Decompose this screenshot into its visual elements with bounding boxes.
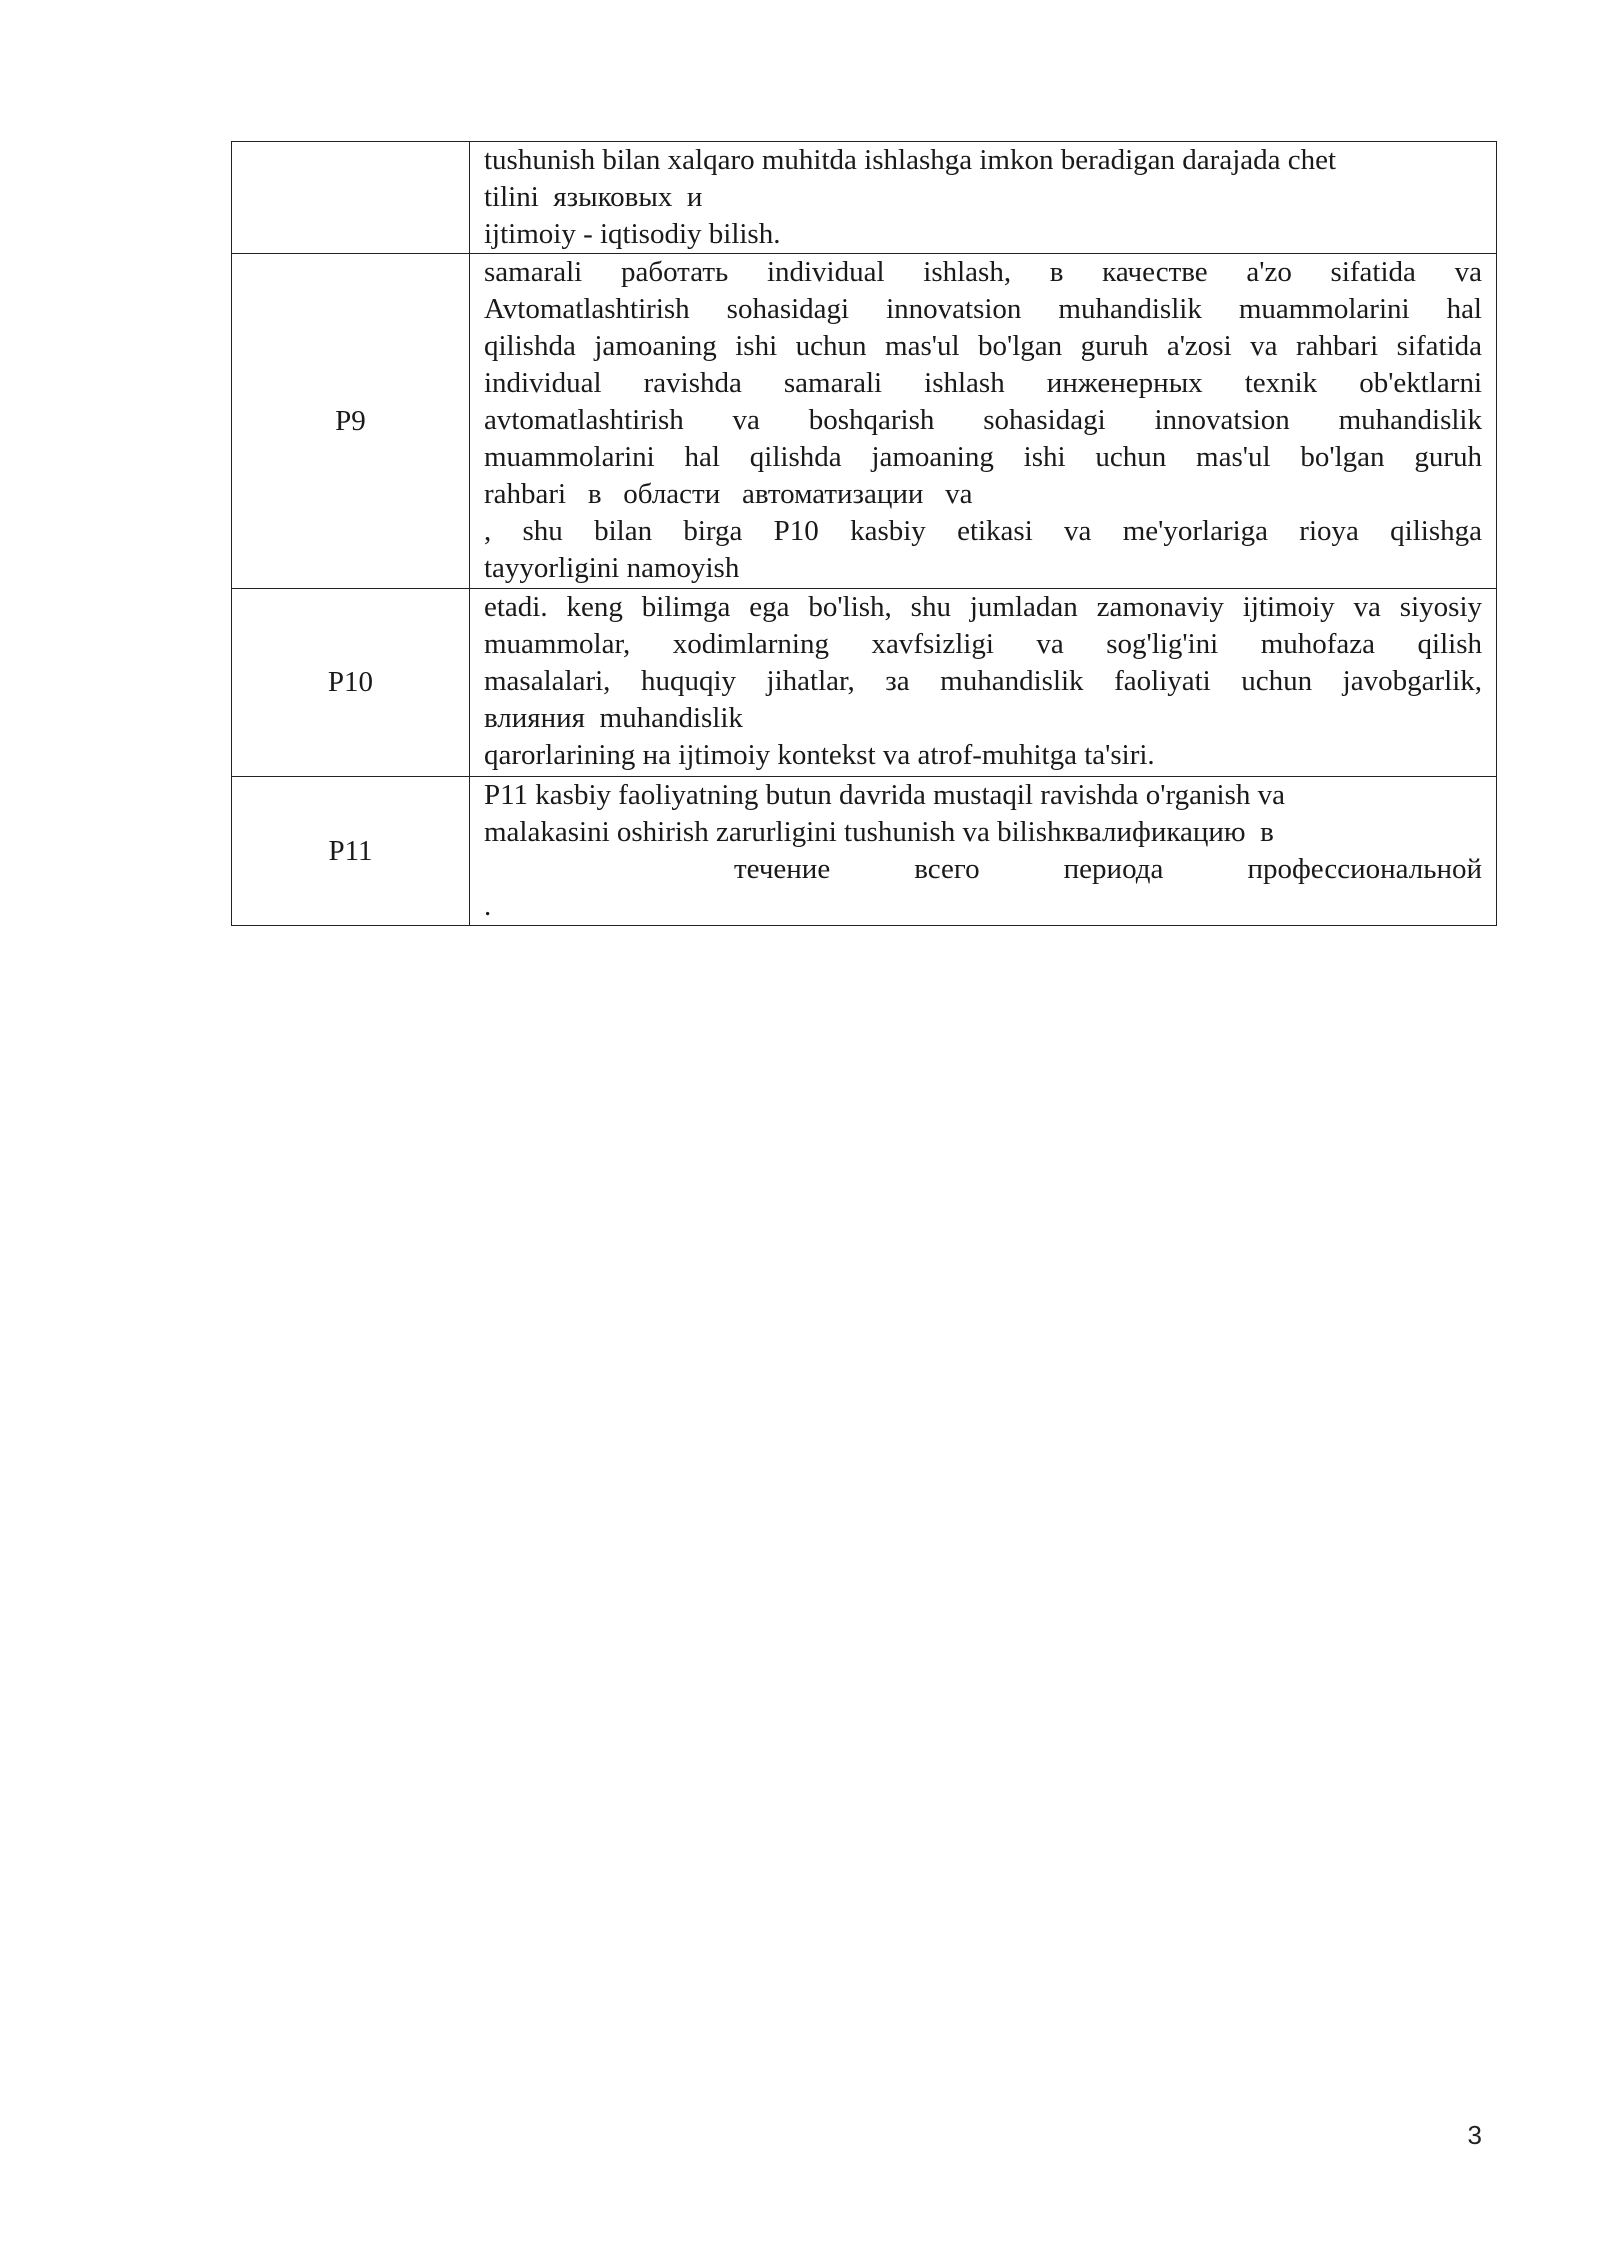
description-line: individual ravishda samarali ishlash инженерных texnik ob'ektlarni: [484, 367, 1482, 399]
description-line: etadi. keng bilimga ega bo'lish, shu jumladan zamonaviy ijtimoiy va siyosiy: [484, 591, 1482, 623]
description-line: ijtimoiy - iqtisodiy bilish.: [484, 218, 781, 250]
description-line: tushunish bilan xalqaro muhitda ishlashga imkon beradigan darajada chet: [484, 144, 1337, 176]
outcome-code-cell: P11: [232, 777, 470, 926]
description-line: rahbari в области автоматизации va: [484, 478, 973, 510]
description-line: tayyorligini namoyish: [484, 552, 740, 584]
outcome-description-cell: [470, 777, 1497, 926]
outcome-code-cell: P10: [232, 589, 470, 777]
description-line: влияния muhandislik: [484, 702, 743, 734]
description-line: avtomatlashtirish va boshqarish sohasidagi innovatsion muhandislik: [484, 404, 1482, 436]
description-line: qarorlarining на ijtimoiy kontekst va atrof-muhitga ta'siri.: [484, 739, 1155, 771]
table-row: [232, 589, 1497, 777]
description-line: masalalari, huquqiy jihatlar, за muhandislik faoliyati uchun javobgarlik,: [484, 665, 1482, 697]
description-line: Avtomatlashtirish sohasidagi innovatsion muhandislik muammolarini hal: [484, 293, 1482, 325]
description-line: tilini языковых и: [484, 181, 703, 213]
table-row: [232, 777, 1497, 926]
description-line: .: [484, 890, 492, 922]
description-line: течение всего периода профессиональной: [734, 853, 1482, 885]
page-number: 3: [1467, 2120, 1482, 2150]
description-line: P11 kasbiy faoliyatning butun davrida mustaqil ravishda o'rganish va: [484, 779, 1285, 811]
description-line: , shu bilan birga P10 kasbiy etikasi va me'yorlariga rioya qilishga: [484, 515, 1482, 547]
outcome-code-cell: P9: [232, 254, 470, 589]
outcome-description-cell: [470, 142, 1497, 254]
outcome-code-cell: [232, 142, 470, 254]
description-line: muammolarini hal qilishda jamoaning ishi uchun mas'ul bo'lgan guruh: [484, 441, 1482, 473]
description-line: samarali работать individual ishlash, в качестве a'zo sifatida va: [484, 256, 1482, 288]
description-line: muammolar, xodimlarning xavfsizligi va sog'lig'ini muhofaza qilish: [484, 628, 1482, 660]
outcome-description-cell: [470, 589, 1497, 777]
learning-outcomes-table: [231, 141, 1497, 926]
description-line: qilishda jamoaning ishi uchun mas'ul bo'lgan guruh a'zosi va rahbari sifatida: [484, 330, 1482, 362]
description-line: malakasini oshirish zarurligini tushunish va bilishквалификацию в: [484, 816, 1274, 848]
table-row: [232, 254, 1497, 589]
table-row: [232, 142, 1497, 254]
outcome-description-cell: [470, 254, 1497, 589]
